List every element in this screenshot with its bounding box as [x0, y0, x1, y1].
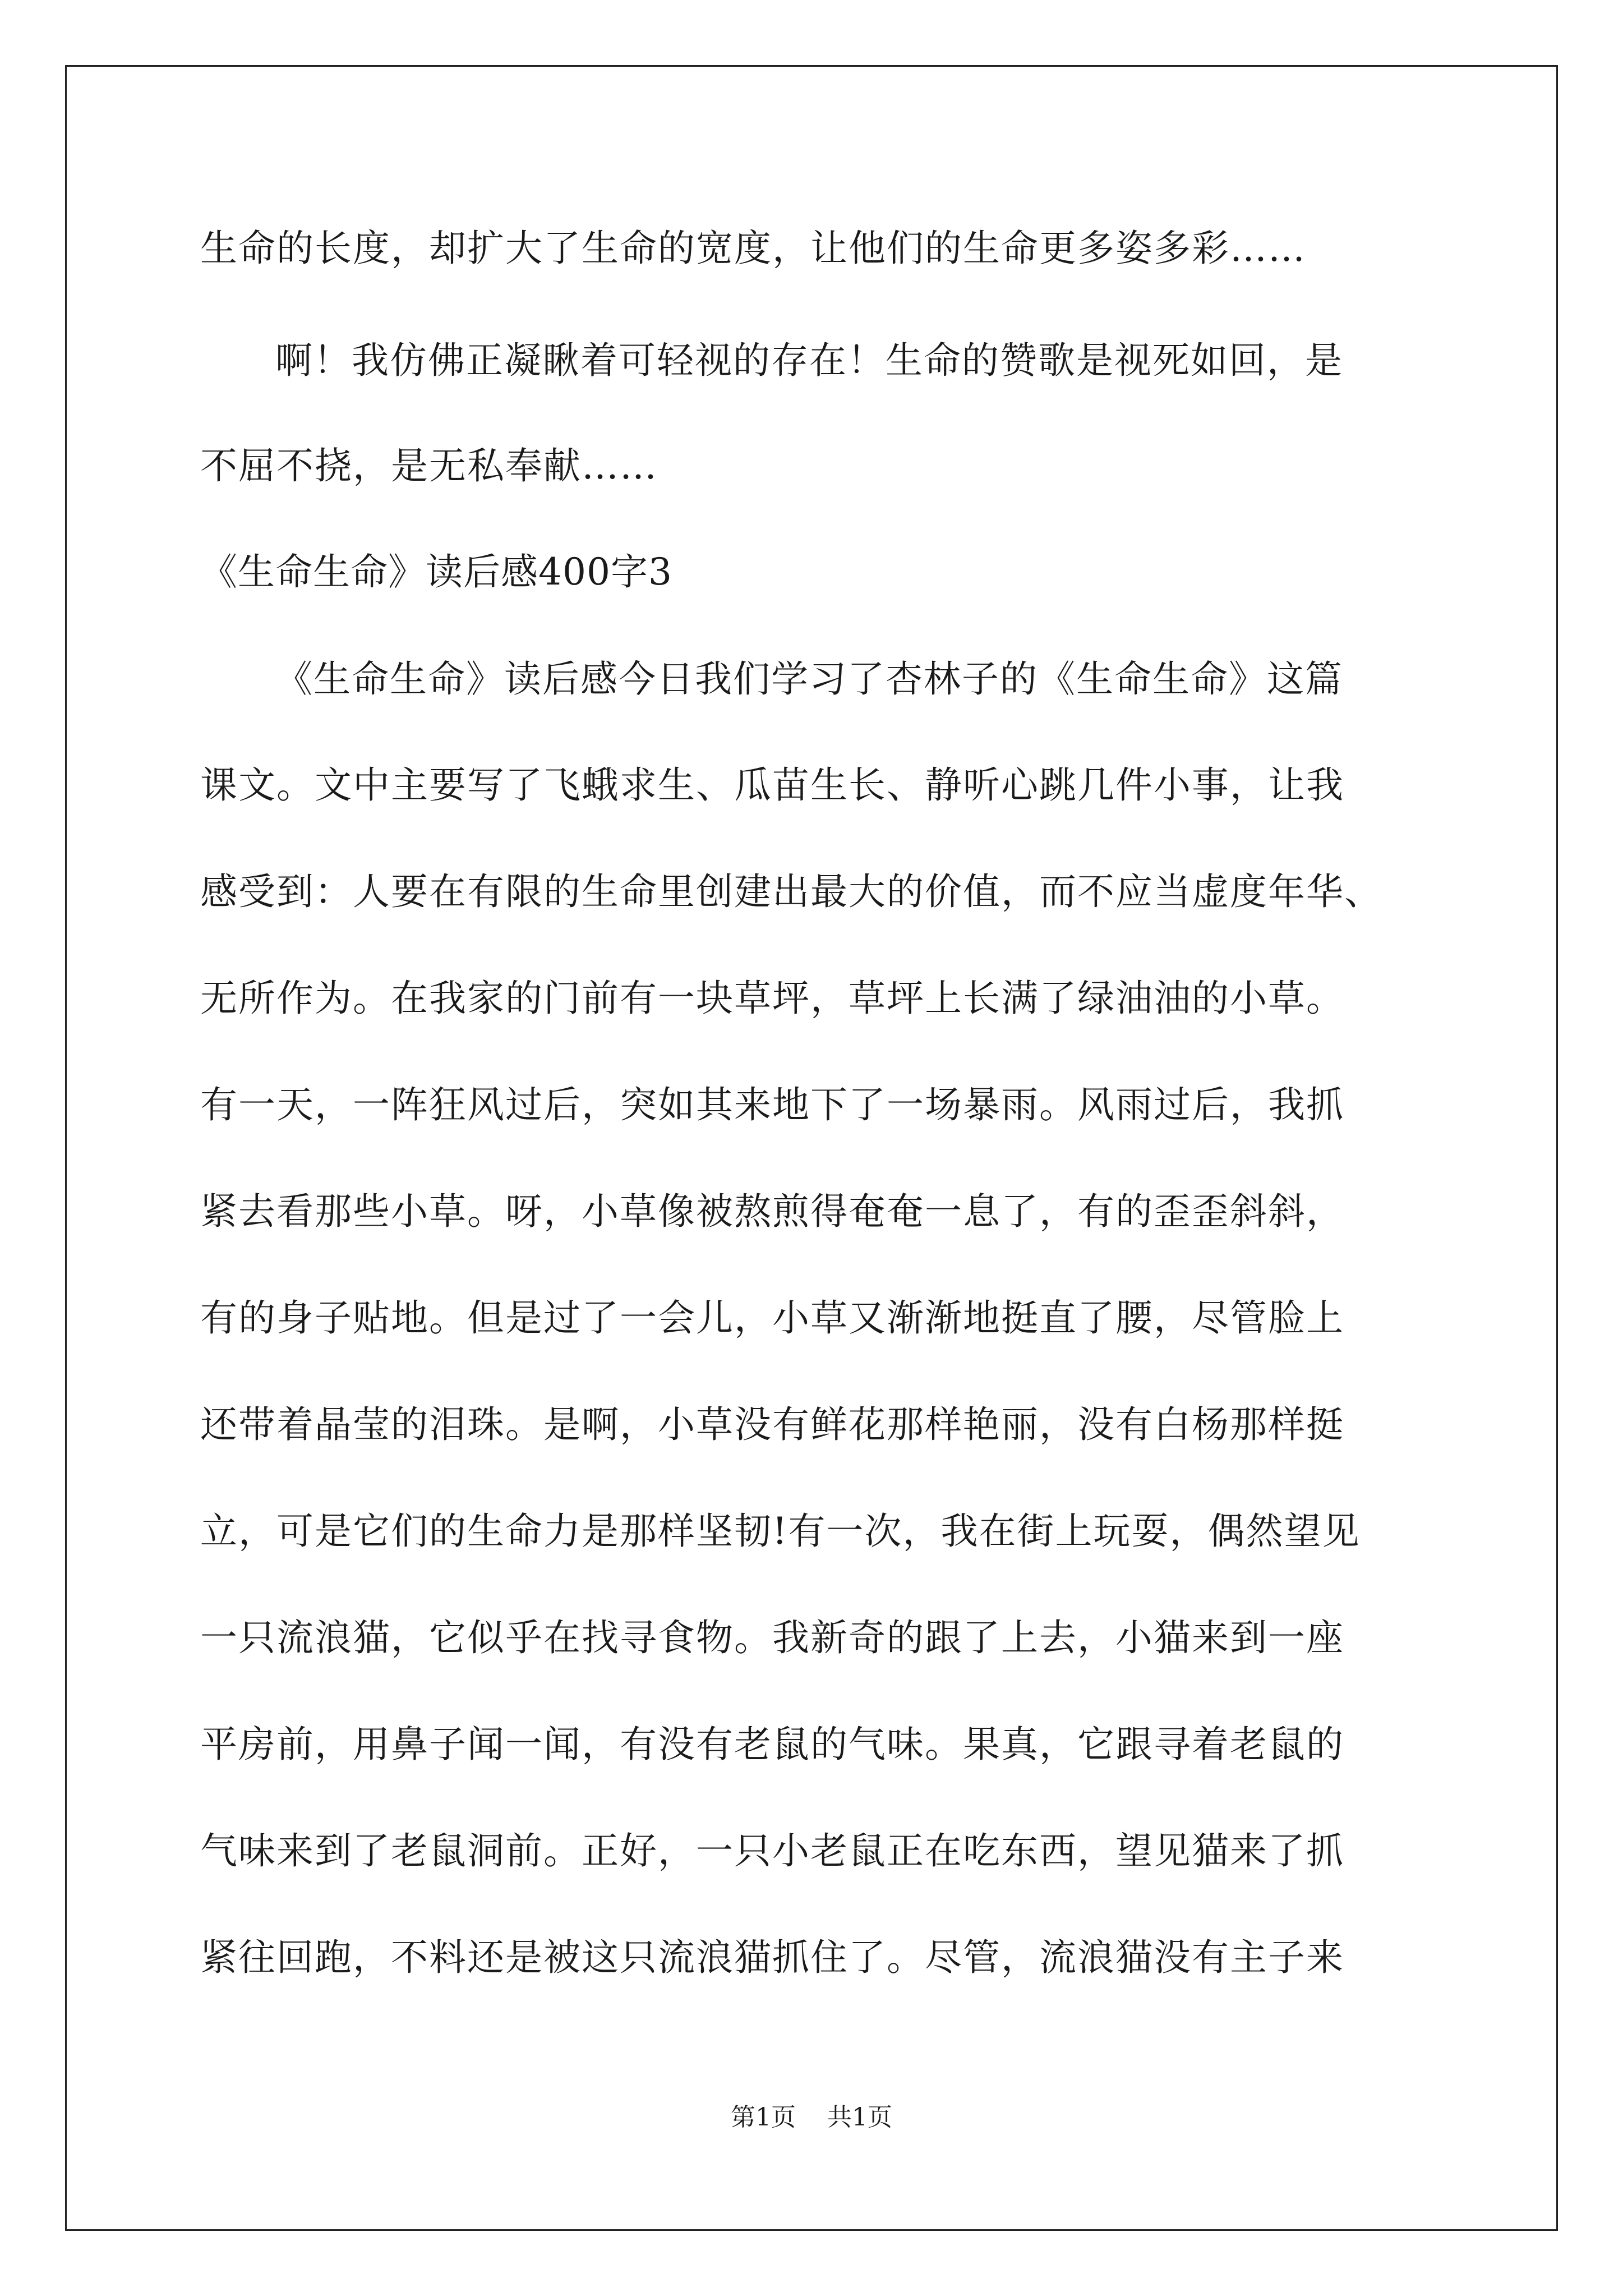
text-line: 生命的长度，却扩大了生命的宽度，让他们的生命更多姿多彩……	[200, 227, 1306, 270]
section-heading: 《生命生命》读后感400字3	[200, 550, 672, 593]
text-line: 无所作为。在我家的门前有一块草坪，草坪上长满了绿油油的小草。	[200, 977, 1344, 1020]
text-line: 还带着晶莹的泪珠。是啊，小草没有鲜花那样艳丽，没有白杨那样挺	[200, 1403, 1344, 1446]
text-line: 平房前，用鼻子闻一闻，有没有老鼠的气味。果真，它跟寻着老鼠的	[200, 1723, 1344, 1766]
text-line: 啊！我仿佛正凝瞅着可轻视的存在！生命的赞歌是视死如回，是	[275, 339, 1343, 382]
text-line: 气味来到了老鼠洞前。正好，一只小老鼠正在吃东西，望见猫来了抓	[200, 1829, 1344, 1872]
page-border	[65, 65, 1558, 2231]
page-footer	[0, 2101, 1623, 2134]
text-line: 不屈不挠，是无私奉献……	[200, 444, 658, 487]
text-line: 有的身子贴地。但是过了一会儿，小草又渐渐地挺直了腰，尽管脸上	[200, 1296, 1344, 1340]
page-number: 第1页	[731, 2103, 796, 2132]
page-total: 共1页	[827, 2103, 892, 2132]
text-line: 感受到：人要在有限的生命里创建出最大的价值，而不应当虚度年华、	[200, 870, 1382, 913]
text-line: 紧往回跑，不料还是被这只流浪猫抓住了。尽管，流浪猫没有主子来	[200, 1936, 1344, 1979]
text-line: 《生命生命》读后感今日我们学习了杏林子的《生命生命》这篇	[275, 657, 1343, 701]
text-line: 课文。文中主要写了飞蛾求生、瓜苗生长、静听心跳几件小事，让我	[200, 763, 1344, 807]
text-line: 紧去看那些小草。呀，小草像被熬煎得奄奄一息了，有的歪歪斜斜，	[200, 1190, 1344, 1233]
text-line: 有一天，一阵狂风过后，突如其来地下了一场暴雨。风雨过后，我抓	[200, 1083, 1344, 1126]
text-line: 一只流浪猫，它似乎在找寻食物。我新奇的跟了上去，小猫来到一座	[200, 1616, 1344, 1659]
text-line: 立，可是它们的生命力是那样坚韧!有一次，我在街上玩耍，偶然望见	[200, 1510, 1361, 1553]
